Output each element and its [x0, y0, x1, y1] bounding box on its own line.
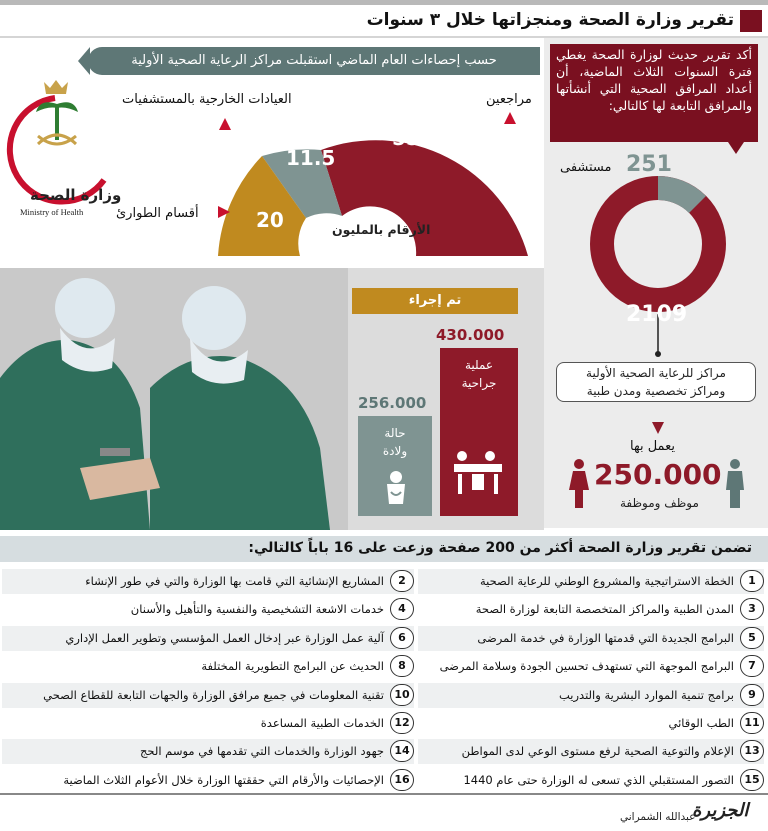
emergency-label: أقسام الطوارئ	[116, 206, 199, 221]
list-item	[2, 654, 414, 679]
list-item-text: المدن الطبية والمراكز المتخصصة التابعة لوزارة الصحة	[475, 602, 734, 617]
list-item	[418, 626, 764, 651]
centers-label-box	[556, 362, 756, 402]
stats-heading: حسب إحصاءات العام الماضي استقبلت مراكز الرعاية الصحية الأولية	[88, 47, 540, 75]
list-item-number: 15	[740, 769, 764, 791]
list-heading: تضمن تقرير وزارة الصحة أكثر من 200 صفحة وزعت على 16 باباً كالتالي:	[248, 540, 752, 556]
title-marker	[740, 10, 762, 32]
list-item	[418, 597, 764, 622]
list-item-number: 12	[390, 712, 414, 734]
list-item	[2, 626, 414, 651]
staff-value: 250.000	[594, 458, 722, 491]
masthead: الجزيرة	[692, 800, 749, 821]
list-item-text: تقنية المعلومات في جميع مرافق الوزارة والجهات التابعة للقطاع الصحي	[43, 687, 384, 702]
list-item	[418, 569, 764, 594]
page-title: تقرير وزارة الصحة ومنجزاتها خلال ٣ سنوات	[366, 10, 734, 30]
list-item-text: التصور المستقبلي الذي تسعى له الوزارة حتى عام 1440	[463, 772, 734, 787]
list-item	[418, 654, 764, 679]
list-item	[2, 569, 414, 594]
surgeries-label-2: جراحية	[461, 376, 497, 390]
births-value: 256.000	[358, 394, 427, 412]
list-item-text: الحديث عن البرامج التطويرية المختلفة	[201, 659, 384, 674]
list-item-number: 14	[390, 740, 414, 762]
list-item	[2, 597, 414, 622]
centers-pointer-dot	[655, 351, 661, 357]
female-icon	[568, 458, 590, 510]
list-item-text: البرامج الجديدة التي قدمتها الوزارة في خدمة المرضى	[477, 630, 734, 645]
hospitals-label: مستشفى	[560, 160, 612, 175]
list-item	[2, 768, 414, 793]
list-item-text: الطب الوقائي	[668, 716, 734, 730]
list-item-number: 16	[390, 769, 414, 791]
list-item-text: الإعلام والتوعية الصحية لرفع مستوى الوعي لدى المواطن	[461, 744, 734, 759]
list-item-number: 6	[390, 627, 414, 649]
visitors-pointer	[504, 112, 516, 124]
footer-rule	[0, 793, 768, 795]
surgeons-drawing	[0, 268, 348, 530]
list-item-text: خدمات الاشعة التشخيصية والنفسية والتأهيل والأسنان	[130, 602, 384, 617]
list-item-number: 8	[390, 655, 414, 677]
centers-label-2: ومراكز تخصصية ومدن طبية	[586, 384, 726, 398]
list-item	[418, 739, 764, 764]
births-label-group	[358, 424, 432, 460]
centers-ring	[602, 188, 714, 300]
births-label-2: ولادة	[382, 444, 408, 458]
staff-label: موظف وموظفة	[620, 496, 699, 510]
logo-arabic-name: وزارة الصحة	[30, 186, 122, 204]
list-item-text: المشاريع الإنشائية التي قامت بها الوزارة والتي في طور الإنشاء	[85, 574, 384, 588]
list-item-text: الخطة الاستراتيجية والمشروع الوطني للرعاية الصحية	[479, 574, 734, 588]
list-item-text: آلية عمل الوزارة عبر إدخال العمل المؤسسي وتطوير العمل الإداري	[65, 630, 384, 645]
list-item-text: الخدمات الطبية المساعدة	[260, 716, 384, 730]
chart-center-label: الأرقام بالمليون	[332, 222, 431, 237]
list-item-number: 11	[740, 712, 764, 734]
list-item-number: 13	[740, 740, 764, 762]
list-item-number: 5	[740, 627, 764, 649]
centers-label-1: مراكز للرعاية الصحية الأولية	[586, 366, 726, 380]
outpatient-value: 11.5	[286, 146, 336, 170]
baby-icon	[383, 470, 409, 506]
visitors-segment	[321, 140, 528, 256]
list-item-number: 3	[740, 598, 764, 620]
surgeries-label-group	[440, 356, 518, 392]
list-item-number: 9	[740, 684, 764, 706]
list-item-number: 7	[740, 655, 764, 677]
logo-english-name: Ministry of Health	[20, 207, 84, 217]
list-item	[2, 739, 414, 764]
outpatient-label: العيادات الخارجية بالمستشفيات	[122, 92, 292, 107]
births-label-1: حالة	[384, 426, 406, 440]
ministry-logo	[10, 80, 104, 202]
surgeries-label-1: عملية	[464, 358, 494, 372]
outpatient-pointer	[219, 118, 231, 130]
staff-works-label: يعمل بها	[630, 439, 675, 454]
list-item	[2, 711, 414, 736]
emergency-value: 20	[256, 208, 284, 232]
list-item-text: الإحصائيات والأرقام التي حققتها الوزارة خلال الأعوام الثلاث الماضية	[63, 772, 384, 787]
list-item-text: جهود الوزارة والخدمات التي تقدمها في موسم الحج	[139, 744, 384, 759]
list-item-number: 4	[390, 598, 414, 620]
centers-value: 2109	[626, 302, 688, 327]
visitors-label: مراجعين	[486, 92, 532, 107]
male-icon	[724, 458, 746, 510]
visitors-value: 55	[392, 126, 420, 150]
list-item	[2, 683, 414, 708]
surgeries-value: 430.000	[436, 326, 505, 344]
intro-text: أكد تقرير حديث لوزارة الصحة يغطي فترة السنوات الثلاث الماضية، أن أعداد المرافق الصحية التي أنشأتها والمرافق التابعة لها كالتالي:	[550, 44, 758, 142]
surgeons-illustration	[0, 268, 348, 530]
list-item	[418, 683, 764, 708]
intro-pointer	[728, 142, 744, 154]
list-item-number: 1	[740, 570, 764, 592]
list-item-text: البرامج الموجهة التي تستهدف تحسين الجودة وسلامة المرضى	[439, 659, 734, 674]
author-name: عبدالله الشمراني	[620, 811, 696, 823]
procedures-heading: تم إجراء	[352, 288, 518, 314]
list-item-text: برامج تنمية الموارد البشرية والتدريب	[558, 687, 734, 702]
top-bar	[0, 0, 768, 5]
list-item-number: 2	[390, 570, 414, 592]
list-item-number: 10	[390, 684, 414, 706]
list-item	[418, 768, 764, 793]
hospitals-value: 251	[626, 152, 672, 177]
surgery-icon	[450, 448, 508, 498]
staff-arrow	[652, 422, 664, 434]
list-heading-bar	[0, 536, 768, 562]
list-item	[418, 711, 764, 736]
